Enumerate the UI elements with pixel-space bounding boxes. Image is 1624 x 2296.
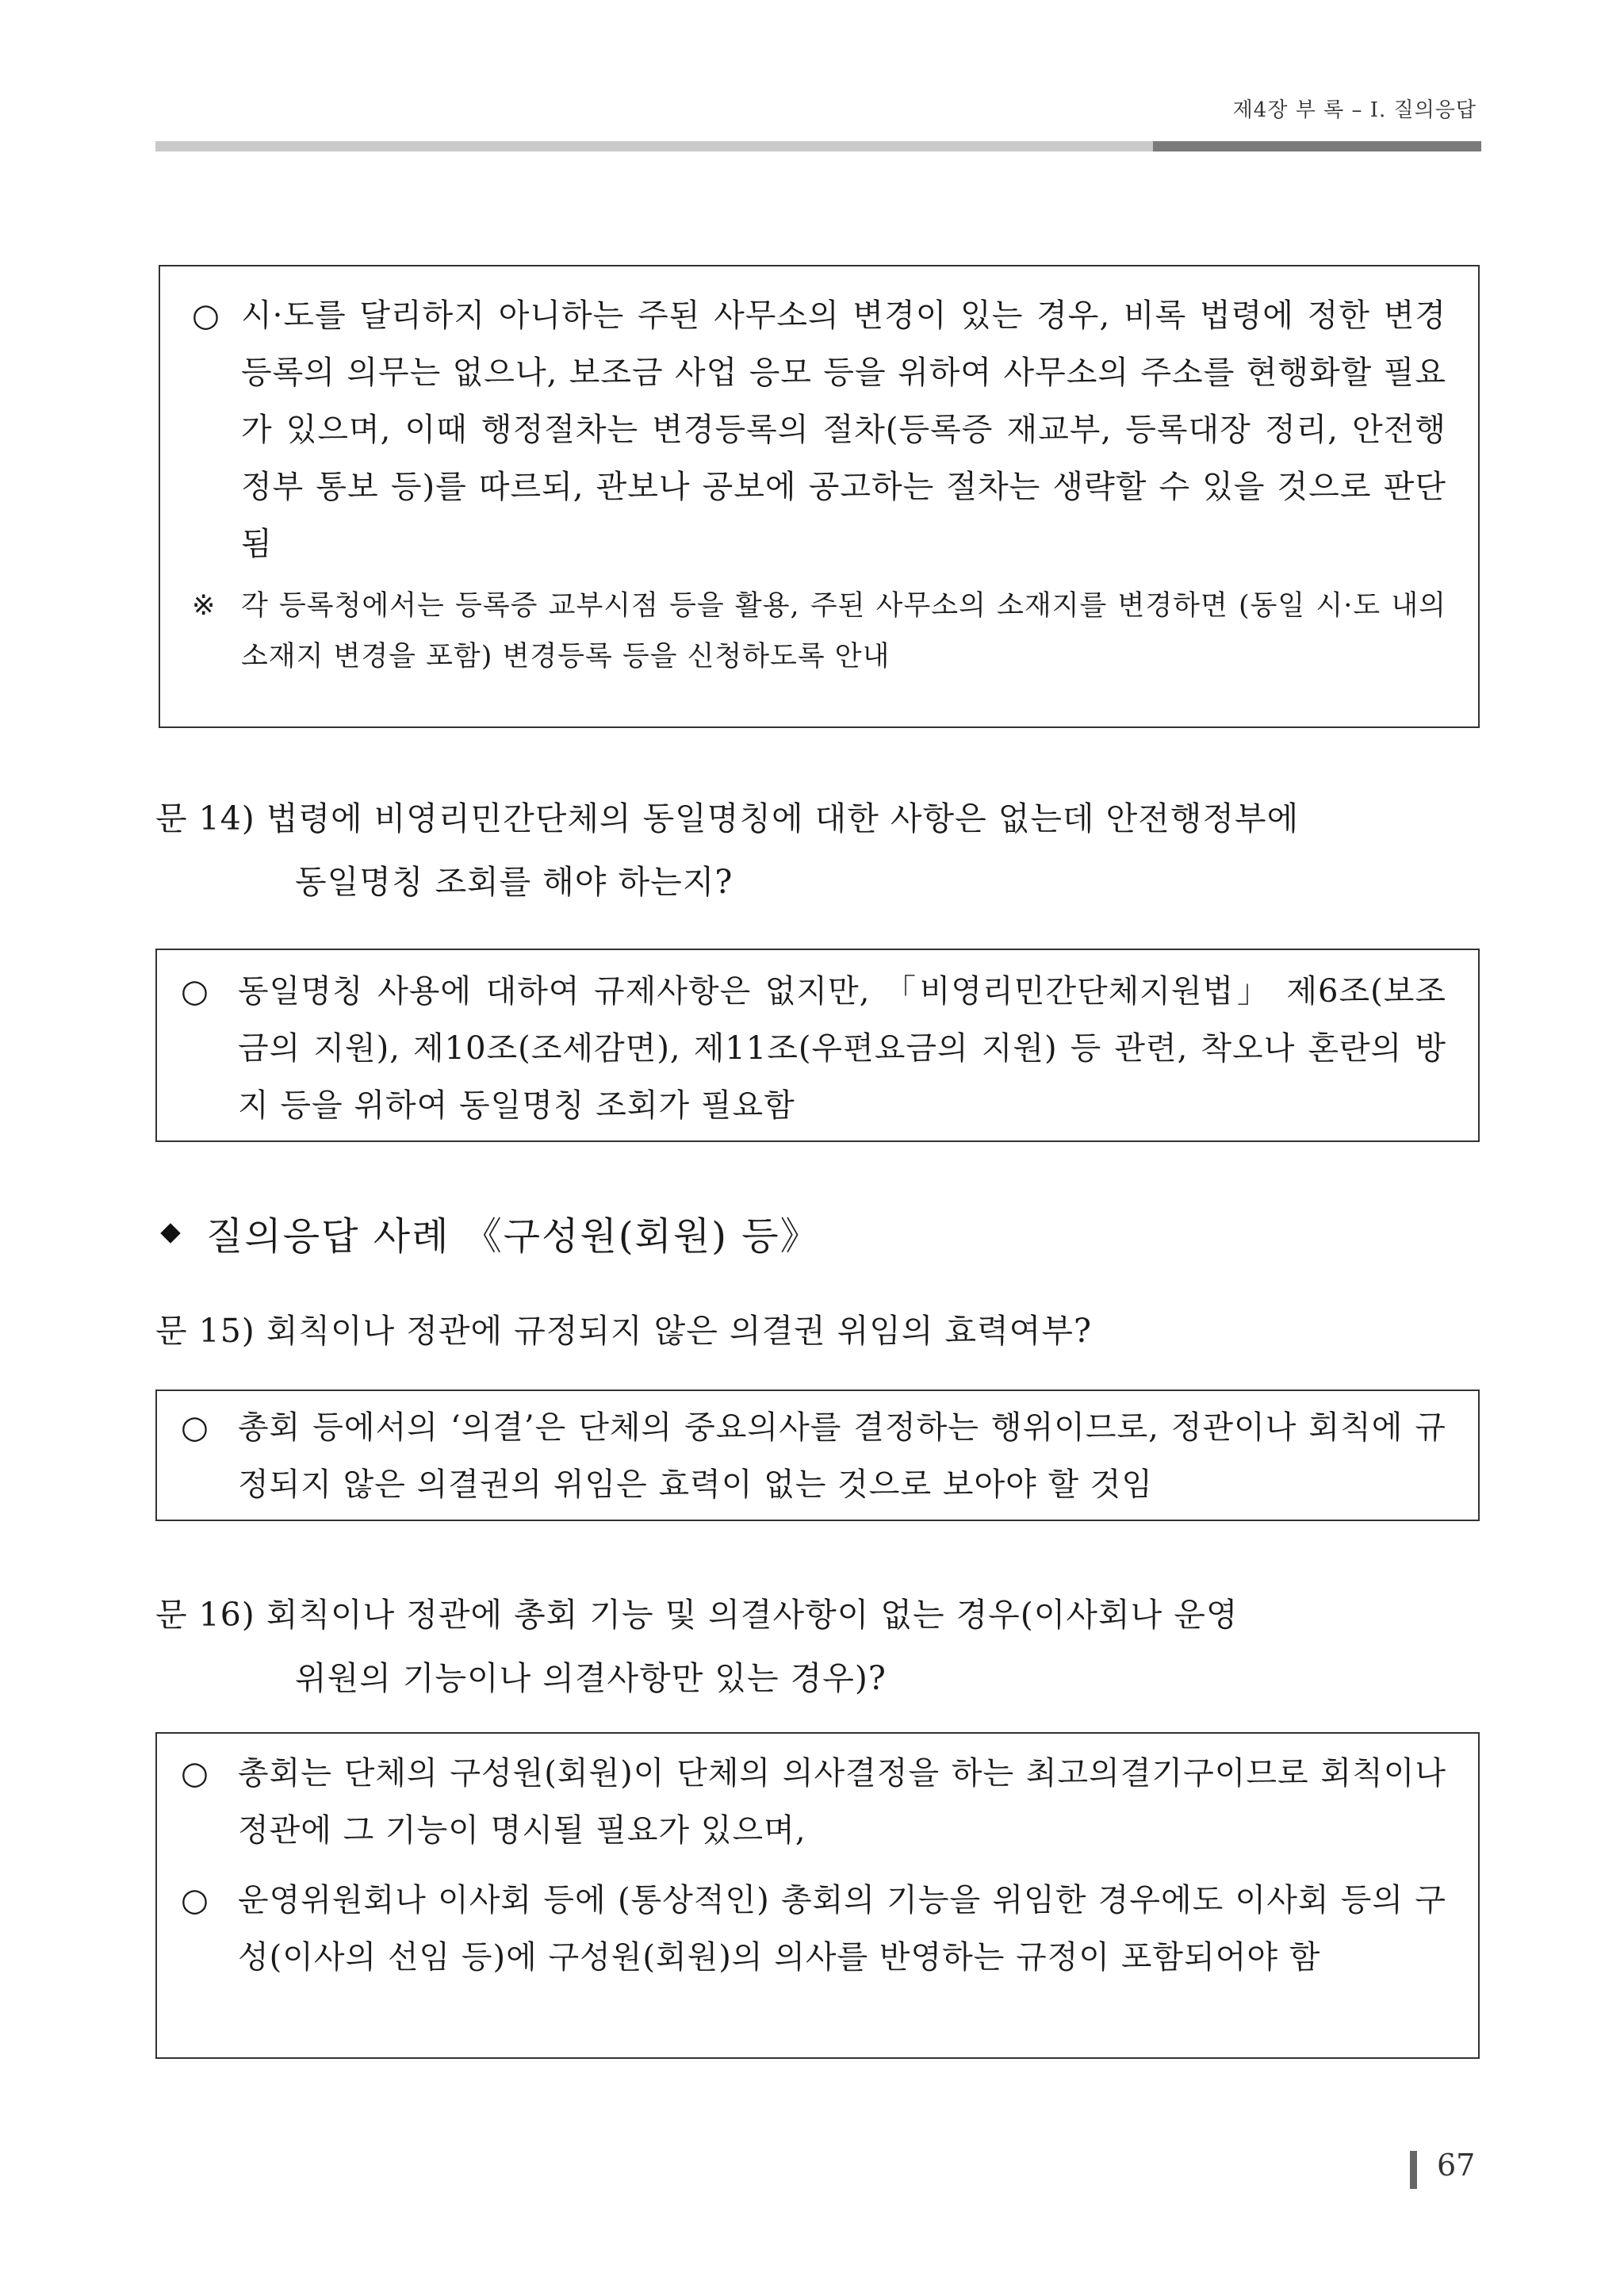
answer-item [192,287,1446,573]
chapter-header: 제4장 부 록 – Ⅰ. 질의응답 [1232,98,1477,122]
reference-mark-icon: ※ [192,590,216,622]
question-14 [155,787,1475,914]
answer-text: 총회 등에서의 ‘의결’은 단체의 중요의사를 결정하는 행위이므로, 정관이나 회칙에 규정되지 않은 의결권의 위임은 효력이 없는 것으로 보아야 할 것임 [238,1409,1446,1503]
circle-bullet-icon: ○ [181,1882,209,1918]
question-16 [155,1583,1475,1710]
question-15 [155,1299,1475,1363]
question-text-line2: 위원의 기능이나 의결사항만 있는 경우)? [295,1659,887,1697]
answer-box-1 [159,265,1480,728]
answer-text: 시·도를 달리하지 아니하는 주된 사무소의 변경이 있는 경우, 비록 법령에 정한 변경등록의 의무는 없으나, 보조금 사업 응모 등을 위하여 사무소의 주소를 현행화할 필요가 있으며, 이때 행정절차는 변경등록의 절차(등록증 재교부, 등록대장 정리, 안전행정부 통보 등)를 따르되, 관보나 공보에 공고하는 절차는 생략할 수 있을 것으로 판단됨 [241,297,1446,562]
circle-bullet-icon: ○ [181,1755,209,1792]
answer-box-4 [155,1732,1480,2059]
note-item [192,581,1446,682]
question-text-line1: 문 15) 회칙이나 정관에 규정되지 않은 의결권 위임의 효력여부? [155,1312,1092,1350]
answer-box-2 [155,949,1480,1142]
answer-text: 총회는 단체의 구성원(회원)이 단체의 의사결정을 하는 최고의결기구이므로 회칙이나 정관에 그 기능이 명시될 필요가 있으며, [238,1755,1446,1849]
answer-item [181,1745,1446,1859]
answer-item [181,963,1446,1134]
section-title-text: 질의응답 사례 《구성원(회원) 등》 [206,1214,820,1259]
answer-text: 운영위원회나 이사회 등에 (통상적인) 총회의 기능을 위임한 경우에도 이사회 등의 구성(이사의 선임 등)에 구성원(회원)의 의사를 반영하는 규정이 포함되어야 함 [238,1882,1446,1976]
answer-text: 동일명칭 사용에 대하여 규제사항은 없지만, 「비영리민간단체지원법」 제6조(보조금의 지원), 제10조(조세감면), 제11조(우편요금의 지원) 등 관련, 착오나 혼란의 방지 등을 위하여 동일명칭 조회가 필요함 [238,973,1446,1124]
answer-item [181,1399,1446,1513]
diamond-icon [160,1223,180,1243]
question-text-line2: 동일명칭 조회를 해야 하는지? [295,863,733,901]
question-text-line1: 문 16) 회칙이나 정관에 총회 기능 및 의결사항이 없는 경우(이사회나 운영 [155,1596,1239,1634]
circle-bullet-icon: ○ [192,297,220,334]
answer-box-3 [155,1389,1480,1521]
section-title [155,1205,820,1260]
question-text-line1: 문 14) 법령에 비영리민간단체의 동일명칭에 대한 사항은 없는데 안전행정부에 [155,799,1300,838]
circle-bullet-icon: ○ [181,1409,209,1446]
circle-bullet-icon: ○ [181,973,209,1010]
header-rule-dark [1153,141,1481,151]
answer-item [181,1872,1446,1986]
footer-bar [1410,2151,1417,2189]
header-rule-light [155,141,1153,151]
note-text: 각 등록청에서는 등록증 교부시점 등을 활용, 주된 사무소의 소재지를 변경하면 (동일 시·도 내의 소재지 변경을 포함) 변경등록 등을 신청하도록 안내 [241,590,1446,673]
page-number: 67 [1437,2148,1476,2183]
